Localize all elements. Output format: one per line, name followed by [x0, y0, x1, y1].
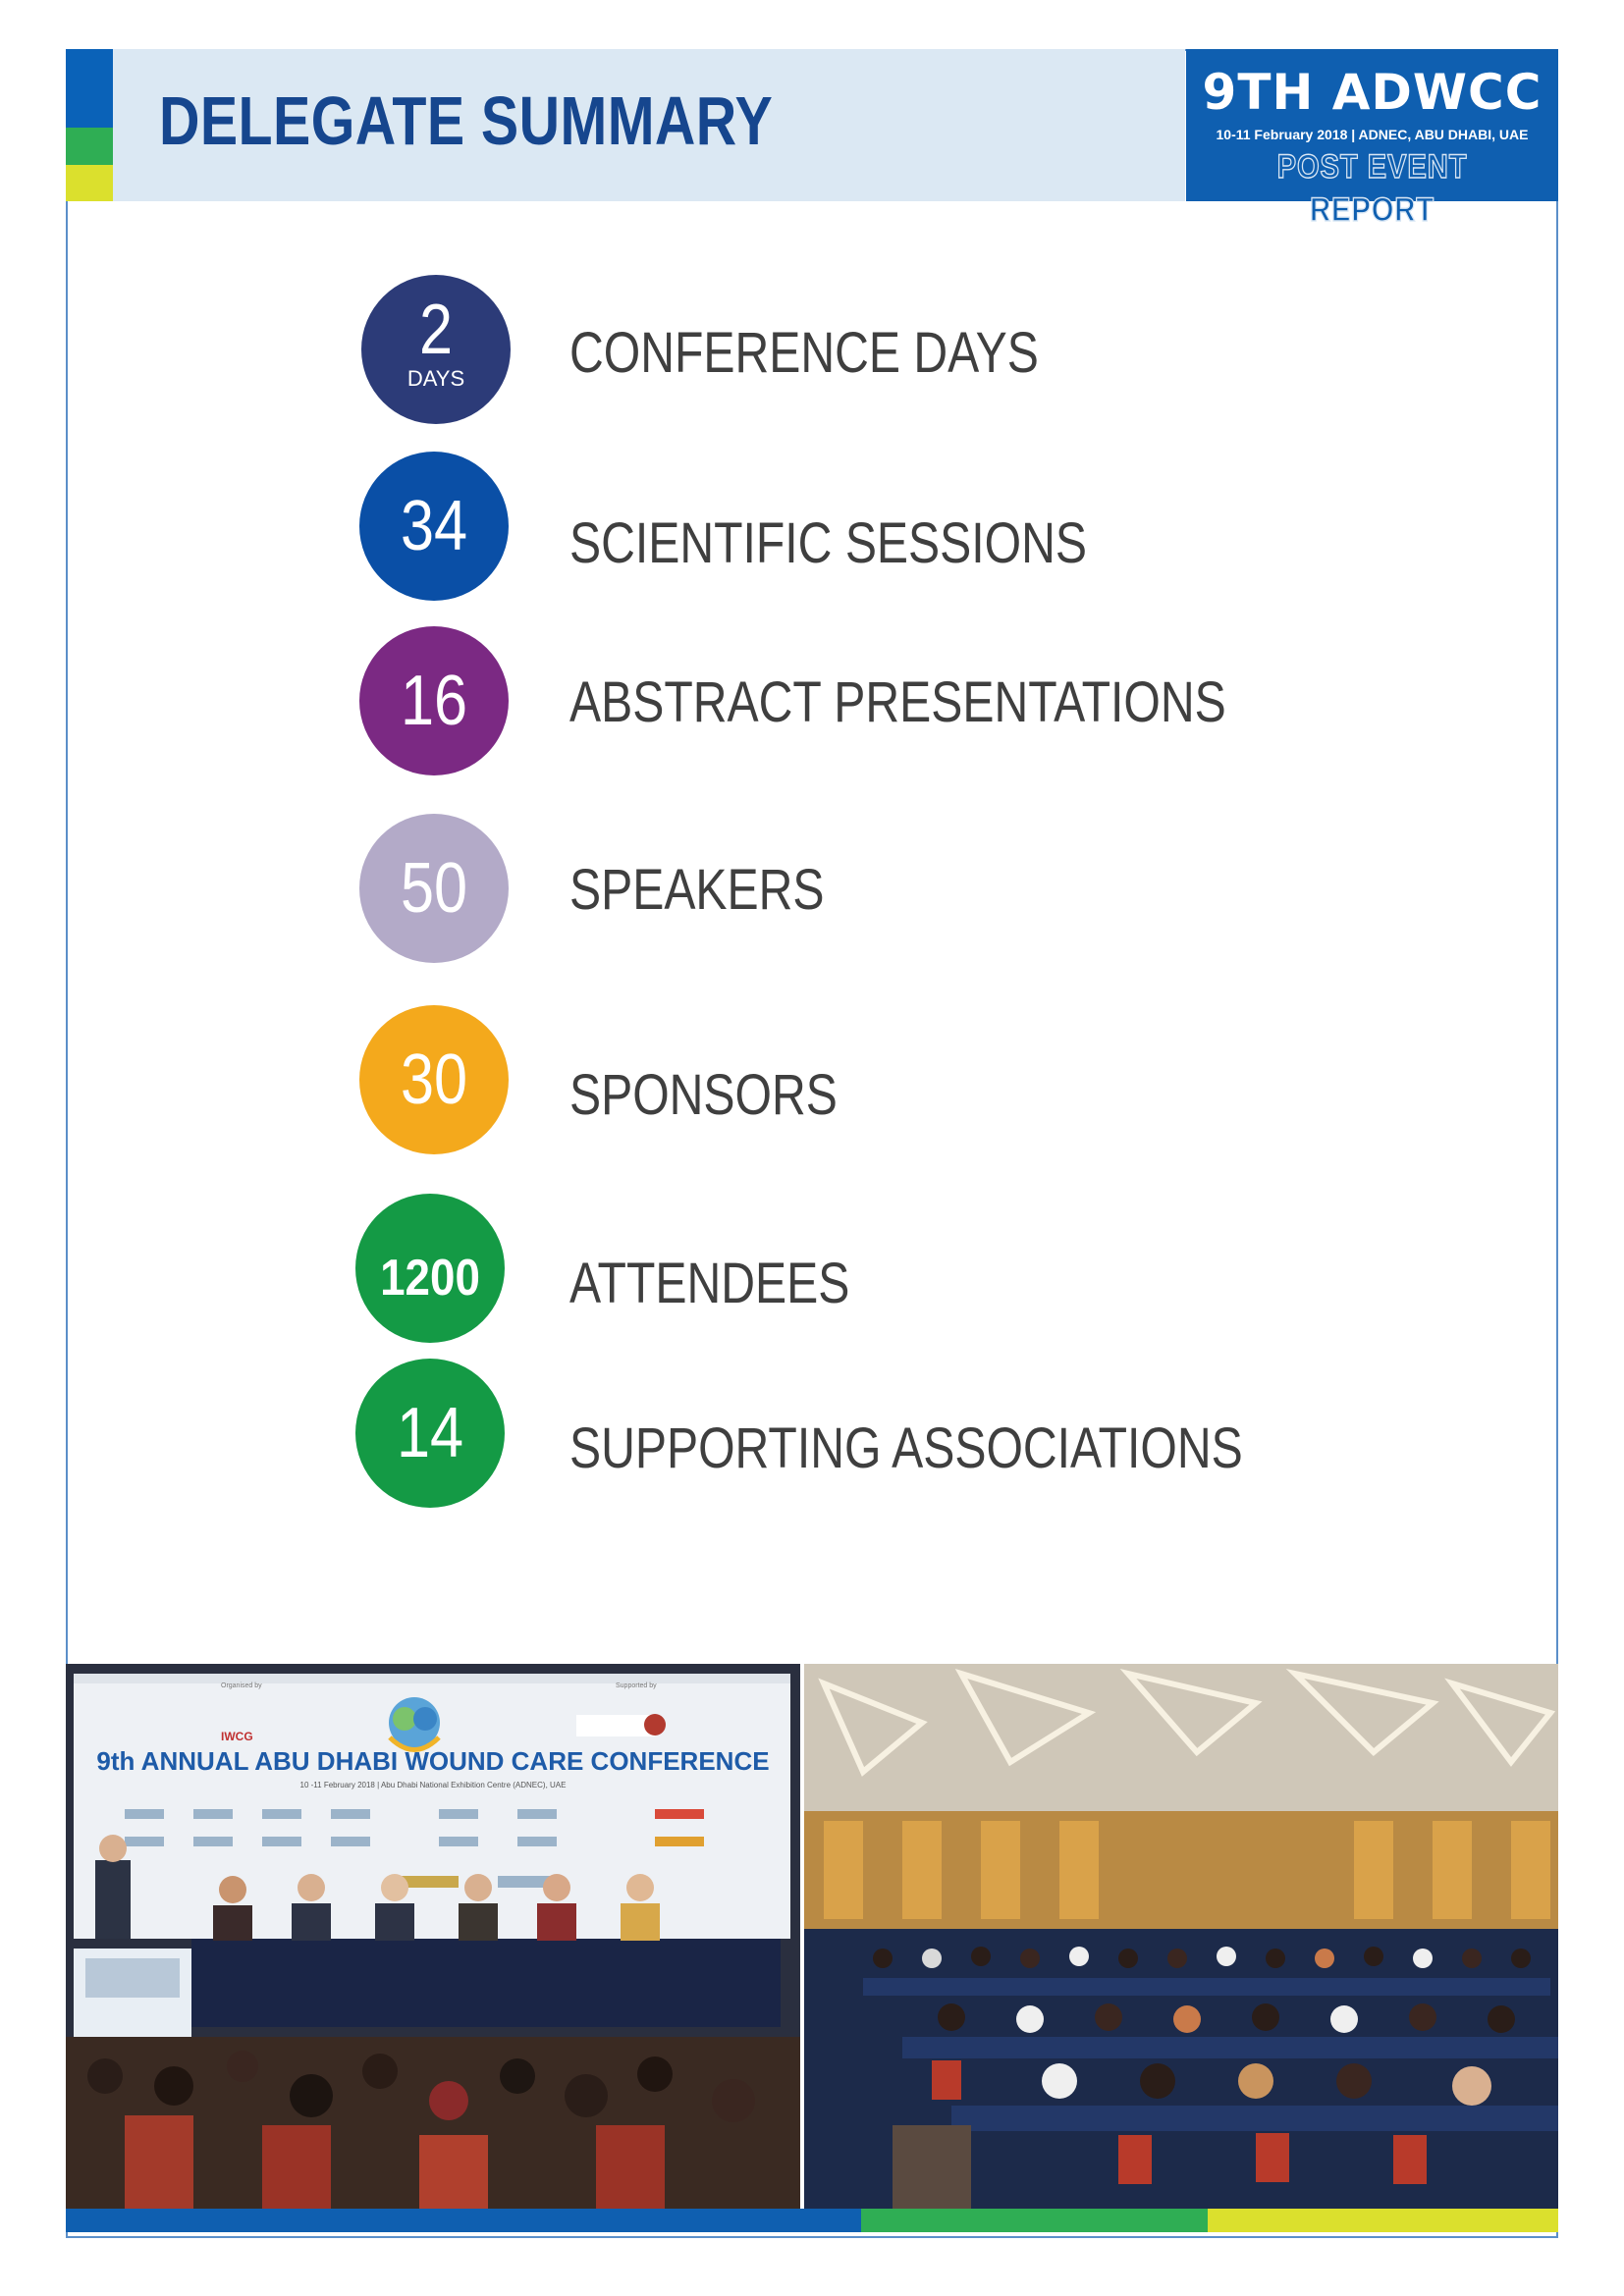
stat-label: ABSTRACT PRESENTATIONS — [569, 670, 1226, 734]
stat-label: CONFERENCE DAYS — [569, 321, 1039, 385]
stat-circle — [355, 1359, 505, 1508]
header-stripe-yellow — [66, 165, 113, 201]
header-stripe-green — [66, 128, 113, 165]
event-badge-title: 9TH ADWCC — [1202, 64, 1543, 121]
stat-value: 34 — [400, 487, 468, 565]
event-badge — [1186, 49, 1558, 229]
footer-bar-blue — [66, 2209, 861, 2232]
stat-unit: DAYS — [406, 366, 465, 391]
stat-label: SUPPORTING ASSOCIATIONS — [569, 1416, 1243, 1480]
photo-audience-hall — [804, 1664, 1558, 2209]
event-badge-report: POST EVENT REPORT — [1276, 148, 1468, 229]
footer-bar-yellow — [1208, 2209, 1558, 2232]
stat-value: 1200 — [380, 1250, 480, 1307]
stat-abstract-presentations — [0, 626, 1624, 783]
stat-supporting-associations — [0, 1359, 1624, 1516]
stat-label: SPONSORS — [569, 1063, 838, 1127]
photo-conference-stage — [66, 1664, 800, 2209]
banner-title: 9th ANNUAL ABU DHABI WOUND CARE CONFERENCE — [96, 1746, 770, 1776]
banner-organised-by: Organised by — [221, 1682, 262, 1689]
page-title-bold: SUMMARY — [480, 82, 774, 159]
banner-iwcg-logo: IWCG — [221, 1730, 253, 1743]
stat-circle — [359, 814, 509, 963]
stat-scientific-sessions — [0, 452, 1624, 609]
stage-photo-illustration — [66, 1664, 800, 2209]
stat-value: 2 — [418, 291, 454, 369]
stat-value: 16 — [400, 662, 468, 740]
stat-label: SPEAKERS — [569, 858, 825, 922]
stat-conference-days — [0, 275, 1624, 432]
stat-value: 30 — [400, 1041, 468, 1119]
stat-label: ATTENDEES — [569, 1252, 850, 1315]
header-stripe-blue — [66, 49, 113, 128]
photo-strip — [66, 1664, 1558, 2209]
stat-circle — [359, 626, 509, 775]
stat-circle — [355, 1194, 505, 1343]
stat-attendees — [0, 1194, 1624, 1351]
stat-speakers — [0, 814, 1624, 971]
page-title — [159, 77, 773, 165]
stat-sponsors — [0, 1005, 1624, 1162]
hall-photo-illustration — [804, 1664, 1558, 2209]
stat-label: SCIENTIFIC SESSIONS — [569, 511, 1087, 575]
footer-bar-green — [861, 2209, 1208, 2232]
stat-circle — [359, 1005, 509, 1154]
stat-value: 14 — [396, 1394, 464, 1472]
event-badge-subtitle: 10-11 February 2018 | ADNEC, ABU DHABI, UAE — [1216, 127, 1529, 142]
stat-circle — [361, 275, 511, 424]
banner-subtitle: 10 -11 February 2018 | Abu Dhabi National Exhibition Centre (ADNEC), UAE — [299, 1781, 567, 1789]
banner-supported-by: Supported by — [616, 1682, 657, 1689]
page-title-light: DELEGATE — [159, 82, 481, 159]
stat-circle — [359, 452, 509, 601]
stat-value: 50 — [400, 849, 468, 928]
